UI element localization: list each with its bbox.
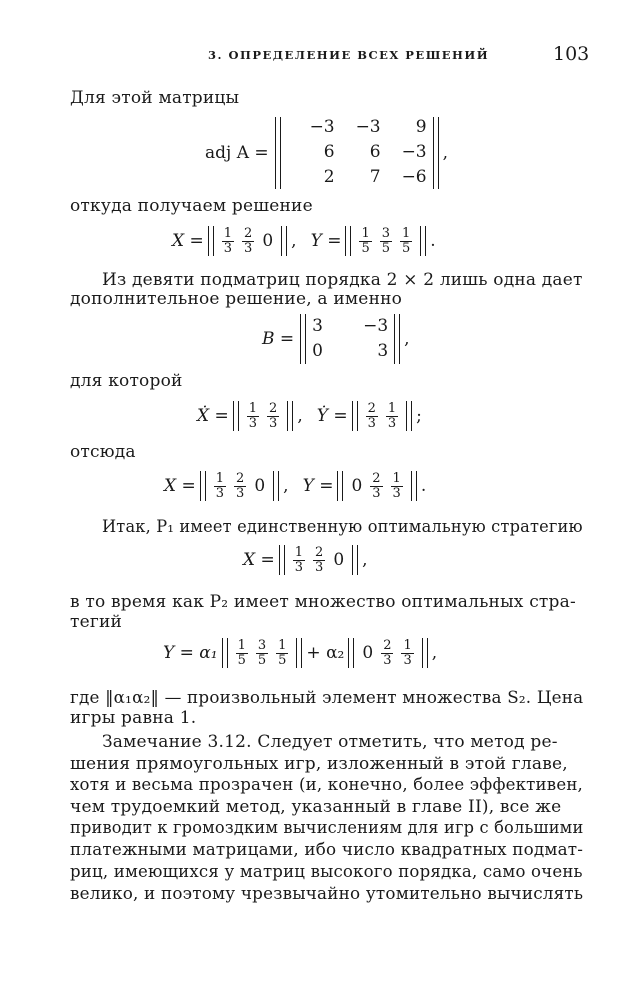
punctuation: , [283,476,289,496]
vector-bracket [348,638,354,668]
page-number: 103 [553,43,590,65]
text-line: чем трудоемкий метод, указанный в главе II), все же [70,797,562,817]
fraction: $\frac{1}{3}$ [223,225,233,256]
matrix-cell: 2 [323,167,335,187]
text-line: отсюда [70,442,136,462]
equation-solution-xy-2 [164,471,426,501]
fraction: $\frac{3}{5}$ [257,637,267,668]
equation-solution-xy [172,226,436,256]
matrix-cell: −3 [309,117,335,137]
vector-entry: 0 [254,476,266,496]
text-line: платежными матрицами, ибо число квадратных подмат- [70,840,584,860]
equation-optimal-x [243,545,368,575]
text-line: дополнительное решение, а именно [70,289,403,309]
matrix-cell: 9 [415,117,427,137]
punctuation: ; [416,406,422,426]
vector-bracket [281,226,287,256]
punctuation: . [420,476,427,496]
vector-bracket [422,638,428,668]
vector-bracket [233,401,239,431]
text-line: для которой [70,371,183,391]
fraction: $\frac{1}{3}$ [248,400,258,431]
text-line: тегий [70,612,123,632]
adj-a-matrix [289,115,427,190]
matrix-cell: 6 [323,142,335,162]
vector-entry: 0 [262,231,274,251]
vector-bracket [345,226,351,256]
vector-bracket [287,401,293,431]
matrix-cell: 0 [312,341,323,361]
matrix-bracket [394,314,400,364]
fraction: $\frac{1}{3}$ [387,400,397,431]
plus-alpha2: + α₂ [306,643,345,663]
text-line: шения прямоугольных игр, изложенный в этой главе, [70,754,568,774]
matrix-cell: 7 [369,167,381,187]
text-line: Из девяти подматриц порядка 2 × 2 лишь одна дает [102,270,583,290]
fraction: $\frac{2}{3}$ [372,470,381,501]
fraction: $\frac{1}{5}$ [361,225,370,256]
vector-bracket [352,545,358,575]
equation-optimal-y-set [163,638,437,668]
fraction: $\frac{2}{3}$ [383,637,392,668]
punctuation: , [362,550,368,570]
vector-bracket [296,638,302,668]
y-lhs: Y = α₁ [163,643,218,663]
vector-bracket [279,545,285,575]
punctuation: , [442,142,449,163]
fraction: $\frac{1}{5}$ [278,637,287,668]
text-line: в то время как P₂ имеет множество оптимальных стра- [70,592,576,612]
vector-bracket [200,471,206,501]
x-lhs: X = [172,231,204,251]
running-header: 3. ОПРЕДЕЛЕНИЕ ВСЕХ РЕШЕНИЙ [208,48,490,62]
punctuation: , [297,406,303,426]
text-line: игры равна 1. [70,708,197,728]
text-line: велико, и поэтому чрезвычайно утомительно вычислять [70,884,584,904]
text-line: откуда получаем решение [70,196,313,216]
matrix-bracket [433,117,439,189]
x-lhs: X = [164,476,196,496]
vector-bracket [411,471,417,501]
fraction: $\frac{1}{3}$ [403,637,412,668]
vector-entry: 0 [333,550,345,570]
vector-bracket [352,401,358,431]
fraction: $\frac{1}{5}$ [237,637,246,668]
text-line: где ‖α₁α₂‖ — произвольный элемент множества S₂. Цена [70,688,584,708]
matrix-bracket [300,314,306,364]
text-line: приводит к громоздким вычислениям для игр с большими [70,818,584,838]
adj-a-lhs: adj A = [205,142,269,163]
equation-dot-xy [197,401,422,431]
text-line: риц, имеющихся у матриц высокого порядка, само очень [70,862,583,882]
remark-start: Замечание 3.12. Следует отметить, что метод ре- [102,732,558,752]
vector-bracket [208,226,214,256]
text-line: Для этой матрицы [70,88,240,108]
matrix-bracket [275,117,281,189]
fraction: $\frac{3}{5}$ [381,225,390,256]
b-matrix [312,314,388,364]
matrix-cell: 3 [377,341,389,361]
y-lhs: Y = [310,231,342,251]
vector-bracket [406,401,412,431]
punctuation: . [430,231,436,251]
vector-bracket [420,226,426,256]
fraction: $\frac{1}{3}$ [215,470,225,501]
fraction: $\frac{2}{3}$ [315,544,324,575]
vector-bracket [273,471,279,501]
equation-adj-a [205,115,448,190]
punctuation: , [431,643,438,663]
vector-bracket [222,638,228,668]
x-lhs: X = [243,550,275,570]
matrix-cell: −3 [363,316,389,336]
equation-submatrix-b [262,314,410,364]
fraction: $\frac{2}{3}$ [244,225,253,256]
vector-entry: 0 [351,476,363,496]
y-lhs: Y = [302,476,334,496]
fraction: $\frac{1}{3}$ [294,544,304,575]
fraction: $\frac{1}{5}$ [402,225,411,256]
matrix-cell: −6 [401,167,427,187]
fraction: $\frac{2}{3}$ [236,470,245,501]
y-dot-lhs: Ẏ = [316,406,348,426]
fraction: $\frac{1}{3}$ [392,470,401,501]
matrix-cell: −3 [355,117,381,137]
text-line: Итак, P₁ имеет единственную оптимальную стратегию [102,517,583,537]
fraction: $\frac{2}{3}$ [367,400,376,431]
fraction: $\frac{2}{3}$ [269,400,278,431]
text-line: хотя и весьма прозрачен (и, конечно, более эффективен, [70,775,584,795]
punctuation: , [404,329,410,349]
matrix-cell: −3 [401,142,427,162]
vector-entry: 0 [362,643,374,663]
matrix-cell: 6 [369,142,381,162]
vector-bracket [337,471,343,501]
punctuation: , [291,231,297,251]
matrix-cell: 3 [312,316,323,336]
x-dot-lhs: Ẋ = [197,406,229,426]
b-lhs: B = [262,329,295,349]
